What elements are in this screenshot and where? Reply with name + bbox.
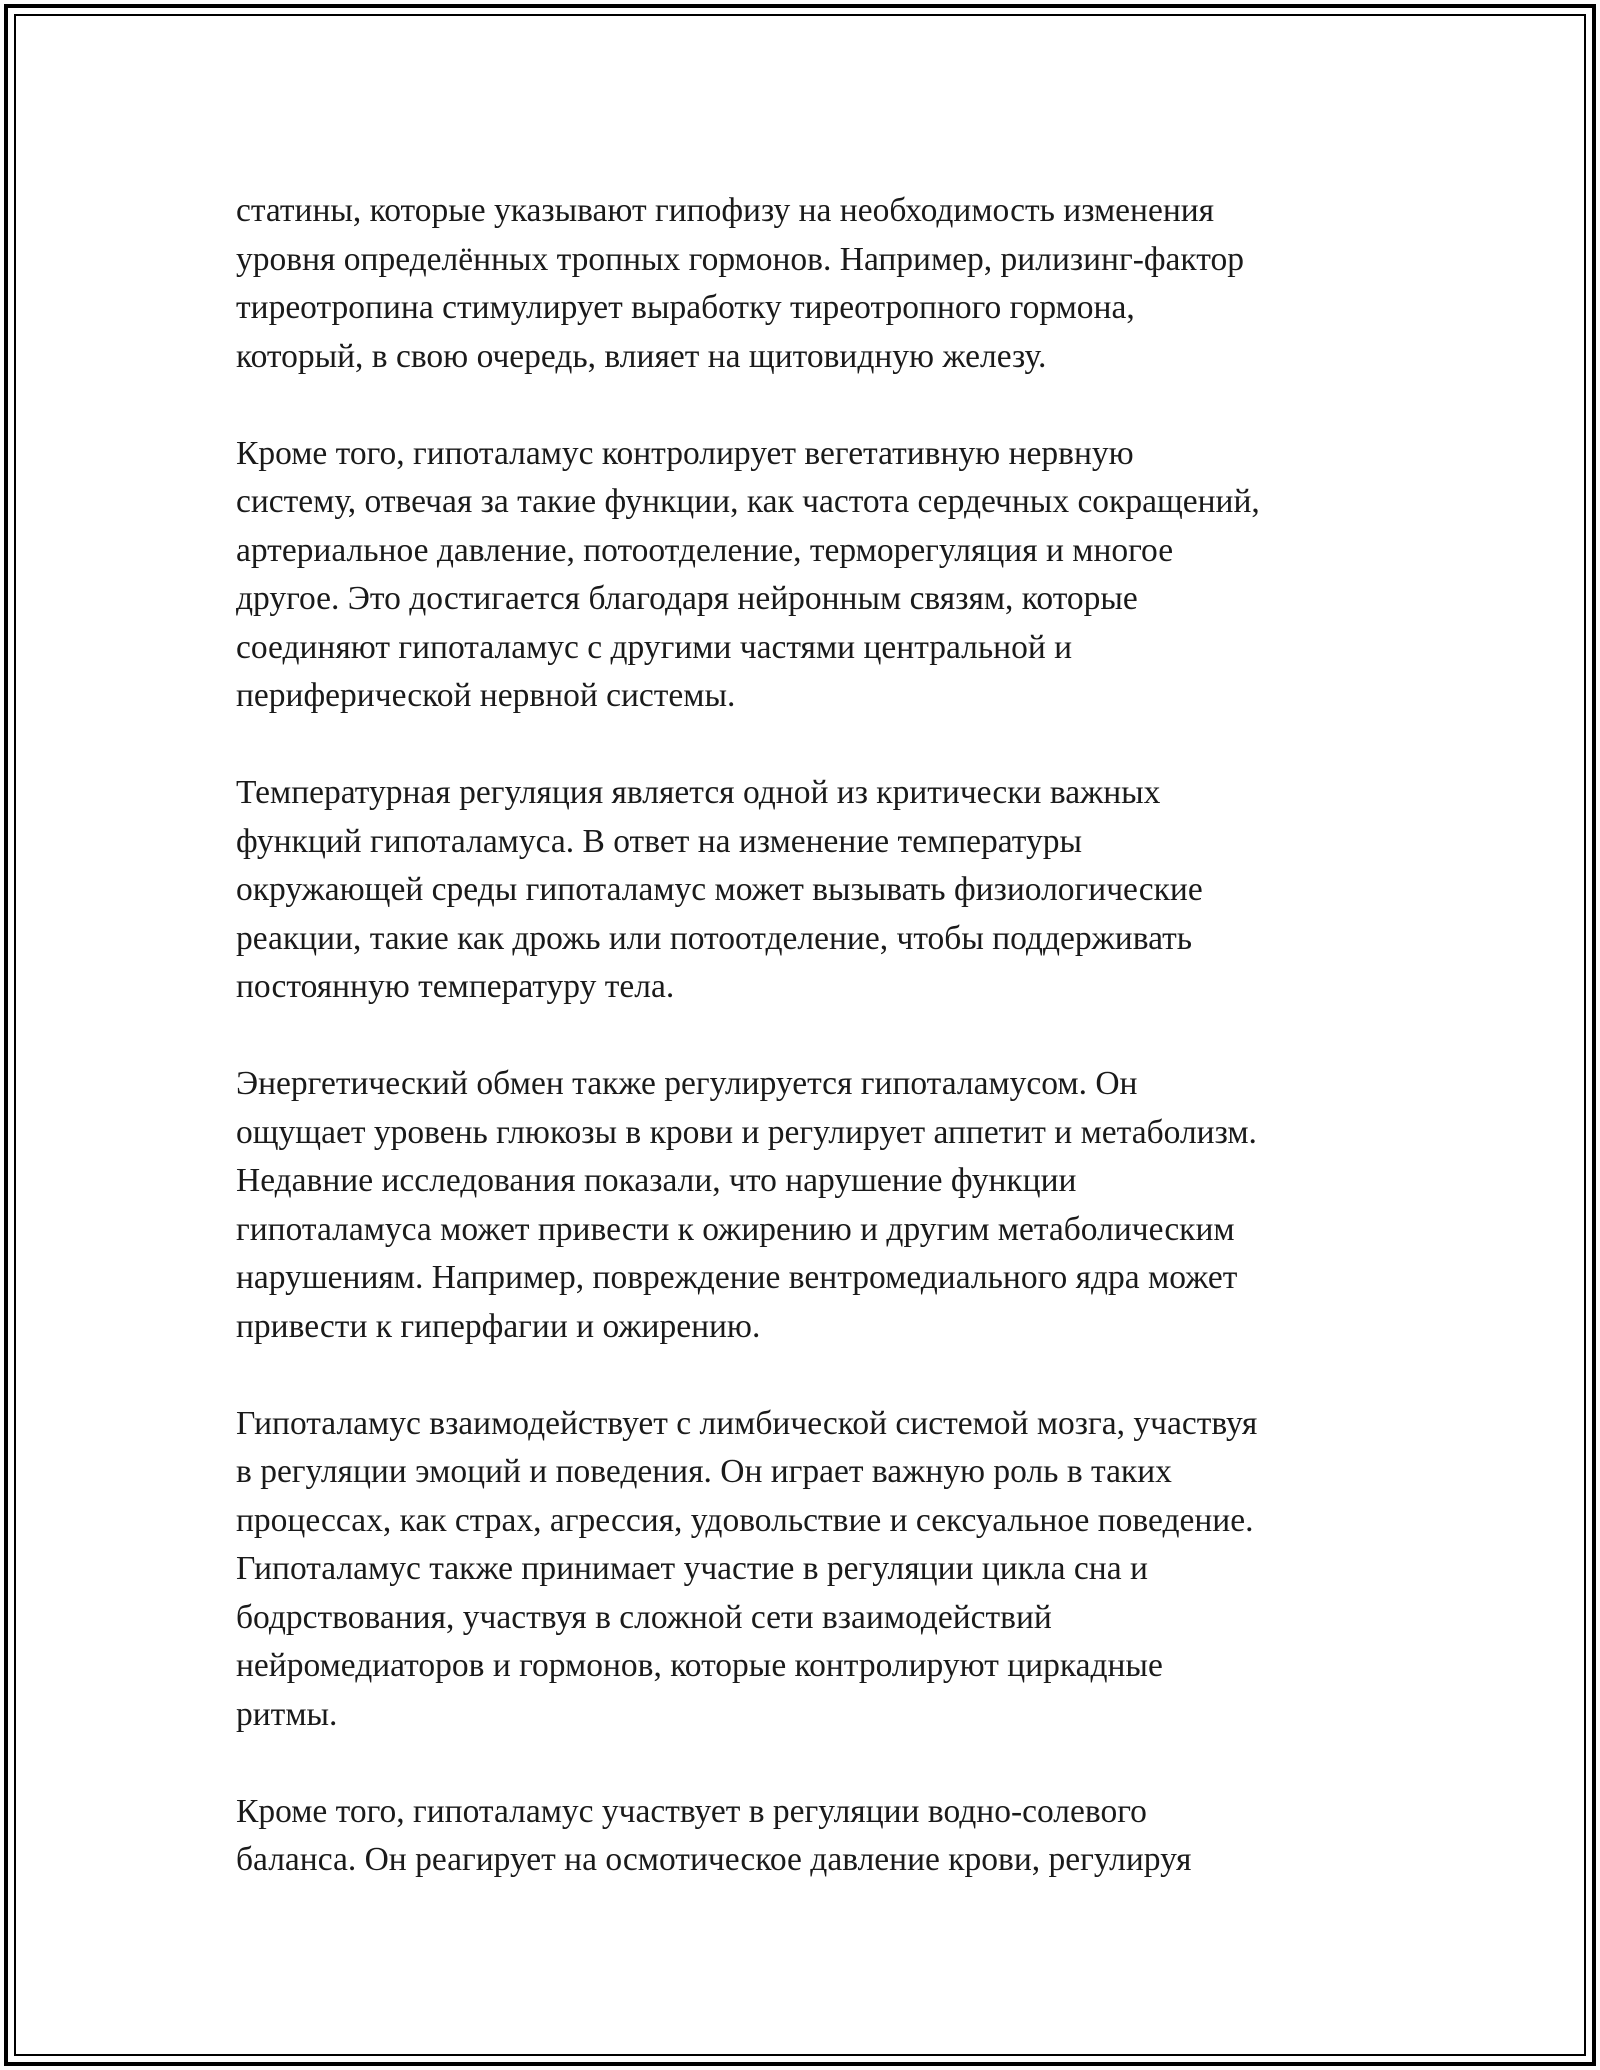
text-line: в регуляции эмоций и поведения. Он играет важную роль в таких — [236, 1453, 1172, 1490]
text-line: нейромедиаторов и гормонов, которые контролируют циркадные — [236, 1647, 1163, 1684]
text-line: гипоталамуса может привести к ожирению и другим метаболическим — [236, 1210, 1235, 1248]
document-body — [236, 187, 1386, 1933]
text-line: уровня определённых тропных гормонов. Например, рилизинг-фактор — [236, 240, 1244, 278]
text-line: нарушениям. Например, повреждение вентромедиального ядра может — [236, 1259, 1238, 1296]
text-line: реакции, такие как дрожь или потоотделение, чтобы поддерживать — [236, 919, 1192, 957]
paragraph-temperature-regulation — [236, 769, 1386, 1012]
text-line: функций гипоталамуса. В ответ на изменение температуры — [236, 822, 1082, 860]
text-line: Кроме того, гипоталамус участвует в регуляции водно-солевого — [236, 1792, 1147, 1830]
text-line: тиреотропина стимулирует выработку тиреотропного гормона, — [236, 289, 1135, 326]
text-line: Энергетический обмен также регулируется гипоталамусом. Он — [236, 1065, 1138, 1102]
text-line: ощущает уровень глюкозы в крови и регулирует аппетит и метаболизм. — [236, 1113, 1257, 1151]
paragraph-water-salt-balance — [236, 1788, 1386, 1885]
paragraph-autonomic-control — [236, 430, 1386, 721]
text-line: окружающей среды гипоталамус может вызывать физиологические — [236, 871, 1203, 908]
text-line: статины, которые указывают гипофизу на необходимость изменения — [236, 192, 1215, 229]
text-line: бодрствования, участвуя в сложной сети взаимодействий — [236, 1598, 1052, 1636]
text-line: систему, отвечая за такие функции, как частота сердечных сокращений, — [236, 483, 1260, 520]
text-line: ритмы. — [236, 1695, 338, 1733]
text-line: Температурная регуляция является одной из критически важных — [236, 774, 1161, 811]
paragraph-releasing-factors — [236, 187, 1386, 381]
text-line: процессах, как страх, агрессия, удовольствие и сексуальное поведение. — [236, 1501, 1254, 1539]
text-line: артериальное давление, потоотделение, терморегуляция и многое — [236, 531, 1174, 569]
text-line: Недавние исследования показали, что нарушение функции — [236, 1162, 1077, 1199]
text-line: другое. Это достигается благодаря нейронным связям, которые — [236, 580, 1138, 617]
text-line: постоянную температуру тела. — [236, 968, 675, 1005]
text-line: Гипоталамус взаимодействует с лимбической системой мозга, участвуя — [236, 1404, 1258, 1442]
text-line: Гипоталамус также принимает участие в регуляции цикла сна и — [236, 1550, 1148, 1587]
text-line: соединяют гипоталамус с другими частями центральной и — [236, 628, 1073, 666]
text-line: периферической нервной системы. — [236, 677, 736, 714]
text-line: который, в свою очередь, влияет на щитовидную железу. — [236, 337, 1047, 375]
text-line: привести к гиперфагии и ожирению. — [236, 1307, 761, 1345]
text-line: баланса. Он реагирует на осмотическое давление крови, регулируя — [236, 1841, 1192, 1878]
text-line: Кроме того, гипоталамус контролирует вегетативную нервную — [236, 434, 1134, 472]
paragraph-energy-metabolism — [236, 1060, 1386, 1351]
paragraph-limbic-system — [236, 1400, 1386, 1740]
